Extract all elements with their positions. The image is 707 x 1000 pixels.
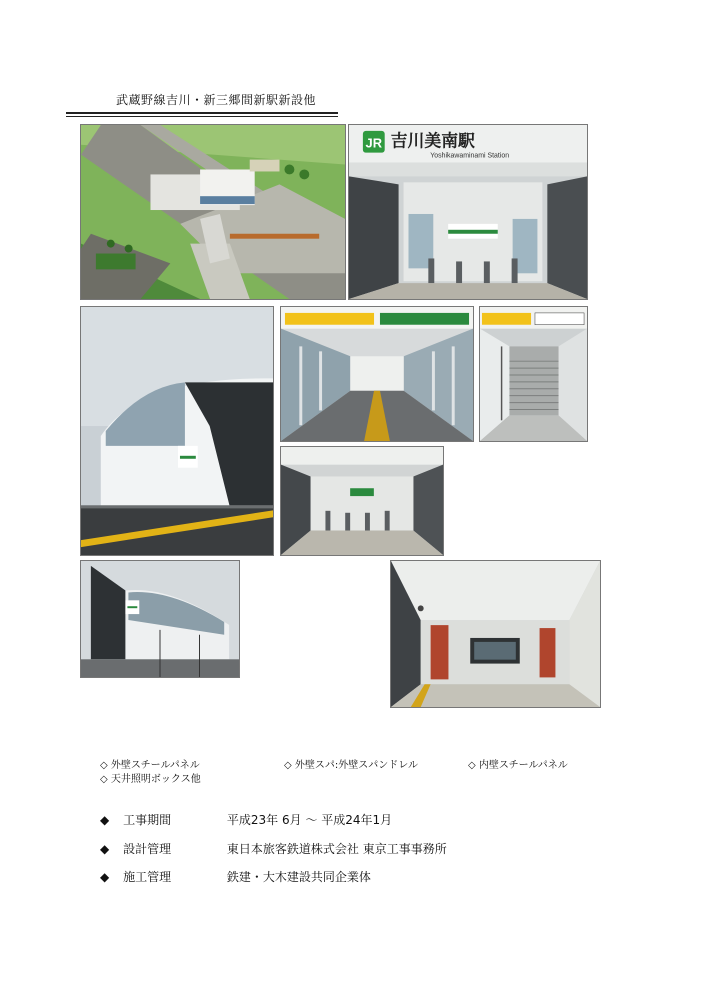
title-underline — [66, 112, 338, 114]
detail-row-construction — [100, 868, 371, 885]
detail-label: 工事期間 — [123, 813, 172, 827]
detail-value: 東日本旅客鉄道株式会社 東京工事事務所 — [226, 842, 447, 856]
material-item: ◇ 天井照明ボックス他 — [100, 774, 201, 785]
diamond-bullet-icon: ◆ — [100, 842, 110, 856]
photo-corridor — [280, 306, 474, 442]
material-item: ◇ 外壁スチールパネル — [100, 760, 200, 771]
station-name-jp: 吉川美南駅 — [390, 130, 475, 151]
detail-row-period — [100, 811, 392, 828]
material-item: ◇ 内壁スチールパネル — [468, 760, 568, 771]
page-title: 武蔵野線吉川・新三郷間新駅新設他 — [116, 93, 317, 107]
photo-station-sign-concourse — [348, 124, 588, 300]
station-name-en: Yoshikawaminami Station — [430, 152, 510, 160]
photo-ticket-gates — [280, 446, 444, 556]
detail-value: 平成23年 6月 〜 平成24年1月 — [226, 813, 393, 827]
detail-row-design — [100, 840, 447, 857]
detail-label: 施工管理 — [123, 870, 172, 884]
detail-value: 鉄建・大木建設共同企業体 — [226, 870, 371, 884]
photo-interior-hall — [390, 560, 601, 708]
photo-stairs — [479, 306, 588, 442]
detail-label: 設計管理 — [123, 842, 172, 856]
photo-exterior-side — [80, 560, 240, 678]
diamond-bullet-icon: ◆ — [100, 813, 110, 827]
jr-logo: JR — [365, 135, 383, 151]
photo-exterior-curved-facade — [80, 306, 274, 556]
title-underline-thin — [66, 116, 338, 117]
material-item: ◇ 外壁スパ:外壁スパンドレル — [284, 760, 418, 771]
diamond-bullet-icon: ◆ — [100, 870, 110, 884]
photo-aerial-rendering — [80, 124, 346, 300]
